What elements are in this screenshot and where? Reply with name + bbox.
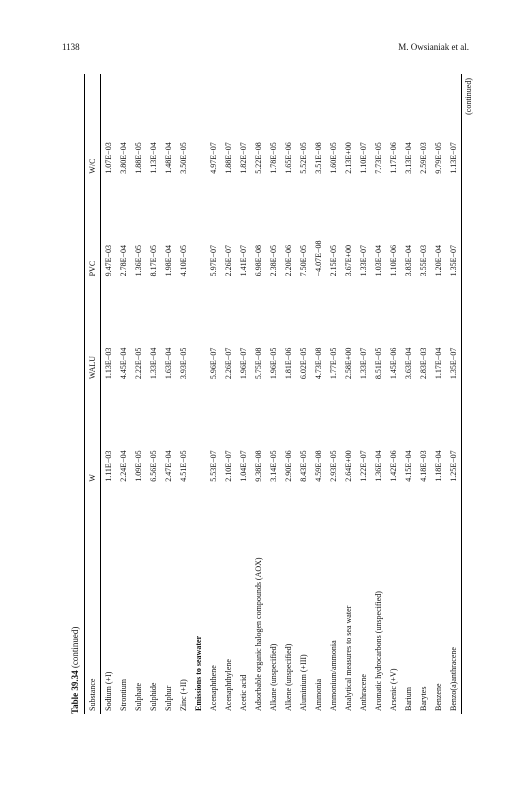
walu-cell: 1.33E−07	[359, 347, 368, 380]
pvc-cell: 2.78E−04	[119, 244, 128, 277]
wc-cell: 3.51E−08	[314, 142, 323, 174]
walu-cell: 1.77E−05	[329, 347, 338, 380]
wc-cell: 1.82E−07	[239, 142, 248, 174]
table-row	[116, 74, 131, 714]
walu-cell: 1.96E−07	[239, 347, 248, 380]
walu-cell: 3.93E−05	[179, 347, 188, 380]
w-cell: 1.09E−05	[134, 450, 143, 482]
pvc-cell: 2.20E−06	[284, 244, 293, 277]
table-body-2	[206, 74, 462, 714]
wc-cell: 9.79E−05	[434, 142, 443, 174]
wc-cell: 2.59E−03	[419, 142, 428, 174]
w-cell: 1.11E−03	[104, 450, 113, 482]
table-row	[446, 74, 462, 714]
w-cell: 1.36E−04	[374, 450, 383, 482]
w-cell: 3.14E−05	[269, 450, 278, 482]
section-row	[191, 74, 206, 714]
walu-cell: 2.83E−03	[419, 347, 428, 380]
substance-cell: Analytical measures to sea water	[344, 605, 353, 711]
w-cell: 1.18E−04	[434, 450, 443, 482]
walu-cell: 5.96E−07	[209, 347, 218, 380]
pvc-cell: 8.17E−05	[149, 244, 158, 277]
w-cell: 4.18E−03	[419, 450, 428, 482]
walu-cell: 1.13E−03	[104, 347, 113, 380]
section-heading: Emissions to seawater	[194, 635, 203, 711]
wc-cell: 1.13E−07	[449, 142, 458, 174]
table-row	[296, 74, 311, 714]
pvc-cell: 3.83E−04	[404, 244, 413, 277]
w-cell: 6.56E−05	[149, 450, 158, 482]
table-row	[356, 74, 371, 714]
substance-cell: Acenaphthylene	[224, 659, 233, 711]
table-row	[176, 74, 191, 714]
walu-cell: 1.63E−04	[164, 347, 173, 380]
pvc-cell: 1.41E−07	[239, 244, 248, 277]
wc-cell: 2.13E+00	[344, 142, 353, 174]
pvc-cell: 7.50E−05	[299, 244, 308, 277]
pvc-cell: 5.97E−07	[209, 244, 218, 277]
pvc-cell: 4.10E−05	[179, 244, 188, 277]
w-cell: 1.42E−06	[389, 450, 398, 482]
walu-cell: 1.81E−06	[284, 347, 293, 380]
pvc-cell: 1.36E−05	[134, 244, 143, 277]
pvc-cell: 2.15E−05	[329, 244, 338, 277]
w-cell: 1.25E−07	[449, 450, 458, 482]
walu-cell: 1.45E−06	[389, 347, 398, 380]
w-cell: 4.51E−05	[179, 450, 188, 482]
running-head-authors: M. Owsianiak et al.	[398, 42, 469, 52]
table-container	[66, 74, 473, 714]
table-row	[221, 74, 236, 714]
table-caption	[66, 74, 84, 714]
w-cell: 4.59E−08	[314, 450, 323, 482]
substance-cell: Ammonium/ammonia	[329, 640, 338, 711]
column-header-wc: W/C	[88, 158, 97, 174]
table-row	[281, 74, 296, 714]
pvc-cell: 1.20E−04	[434, 244, 443, 277]
pvc-cell: 9.47E−03	[104, 244, 113, 277]
walu-cell: 4.45E−04	[119, 347, 128, 380]
page-number: 1138	[62, 42, 80, 52]
wc-cell: 7.73E−05	[374, 142, 383, 174]
substance-cell: Acetic acid	[239, 674, 248, 711]
substance-cell: Barytes	[419, 686, 428, 711]
column-header-walu: WALU	[88, 355, 97, 380]
substance-cell: Alkene (unspecified)	[284, 643, 293, 711]
table-row	[431, 74, 446, 714]
wc-cell: 3.50E−05	[179, 142, 188, 174]
table-caption-text: (continued)	[70, 626, 80, 669]
wc-cell: 3.13E−04	[404, 142, 413, 174]
w-cell: 1.22E−07	[359, 450, 368, 482]
table-row	[341, 74, 356, 714]
w-cell: 4.15E−04	[404, 450, 413, 482]
walu-cell: 2.22E−05	[134, 347, 143, 380]
table-row	[131, 74, 146, 714]
wc-cell: 5.52E−05	[299, 142, 308, 174]
w-cell: 2.24E−04	[119, 450, 128, 482]
w-cell: 5.53E−07	[209, 450, 218, 482]
wc-cell: 1.60E−05	[329, 142, 338, 174]
substance-cell: Benzo(a)anthracene	[449, 647, 458, 711]
table-row	[161, 74, 176, 714]
table-row	[401, 74, 416, 714]
w-cell: 2.47E−04	[164, 450, 173, 482]
wc-cell: 1.13E−04	[149, 142, 158, 174]
pvc-cell: 1.33E−07	[359, 244, 368, 277]
table-row	[206, 74, 221, 714]
column-header-pvc: PVC	[88, 260, 97, 277]
table-row	[311, 74, 326, 714]
substance-cell: Arsenic (+V)	[389, 668, 398, 711]
walu-cell: 1.33E−04	[149, 347, 158, 380]
w-cell: 2.93E−05	[329, 450, 338, 482]
column-header-substance: Substance	[88, 678, 97, 711]
substance-cell: Sodium (+I)	[104, 671, 113, 711]
walu-cell: 2.58E+00	[344, 347, 353, 380]
table-header-row	[85, 74, 101, 714]
w-cell: 1.04E−07	[239, 450, 248, 482]
table-row	[416, 74, 431, 714]
table-row	[251, 74, 266, 714]
table-row	[146, 74, 161, 714]
pvc-cell: 1.98E−04	[164, 244, 173, 277]
table-row	[266, 74, 281, 714]
walu-cell: 8.51E−05	[374, 347, 383, 380]
w-cell: 2.64E+00	[344, 450, 353, 482]
wc-cell: 5.22E−08	[254, 142, 263, 174]
table-row	[236, 74, 251, 714]
walu-cell: 2.26E−07	[224, 347, 233, 380]
substance-cell: Ammonia	[314, 679, 323, 711]
w-cell: 2.90E−06	[284, 450, 293, 482]
substance-cell: Barium	[404, 687, 413, 711]
walu-cell: 4.73E−08	[314, 347, 323, 380]
table-row	[371, 74, 386, 714]
substance-cell: Aromatic hydrocarbons (unspecified)	[374, 591, 383, 711]
substance-cell: Sulphide	[149, 682, 158, 711]
substance-cell: Aluminium (+III)	[299, 654, 308, 711]
w-cell: 9.38E−08	[254, 450, 263, 482]
pvc-cell: 6.98E−08	[254, 244, 263, 277]
wc-cell: 1.78E−05	[269, 142, 278, 174]
continued-note: (continued)	[464, 78, 473, 115]
rotated-table-area	[66, 74, 473, 714]
wc-cell: 1.07E−03	[104, 142, 113, 174]
wc-cell: 1.48E−04	[164, 142, 173, 174]
pvc-cell: 2.38E−05	[269, 244, 278, 277]
table-body-1	[101, 74, 192, 714]
walu-cell: 6.02E−05	[299, 347, 308, 380]
substance-cell: Adsorbable organic halogen compounds (AOX)	[254, 557, 263, 711]
substance-cell: Benzene	[434, 683, 443, 711]
wc-cell: 1.88E−05	[134, 142, 143, 174]
wc-cell: 3.80E−04	[119, 142, 128, 174]
wc-cell: 1.88E−07	[224, 142, 233, 174]
pvc-cell: 1.10E−06	[389, 244, 398, 277]
wc-cell: 1.65E−06	[284, 142, 293, 174]
walu-cell: 1.35E−07	[449, 347, 458, 380]
column-header-w: W	[88, 474, 97, 482]
pvc-cell: −4.07E−08	[314, 240, 323, 277]
w-cell: 8.43E−05	[299, 450, 308, 482]
wc-cell: 1.17E−06	[389, 142, 398, 174]
pvc-cell: 1.03E−04	[374, 244, 383, 277]
substance-cell: Acenaphthene	[209, 665, 218, 711]
substance-cell: Alkane (unspecified)	[269, 643, 278, 711]
walu-cell: 5.75E−08	[254, 347, 263, 380]
wc-cell: 1.10E−07	[359, 142, 368, 174]
pvc-cell: 2.26E−07	[224, 244, 233, 277]
table-row	[326, 74, 341, 714]
substance-cell: Zinc (+II)	[179, 679, 188, 711]
table-label: Table 39.34	[70, 670, 80, 714]
substance-cell: Anthracene	[359, 674, 368, 711]
substance-cell: Sulphur	[164, 685, 173, 711]
table-row	[101, 74, 117, 714]
table-row	[386, 74, 401, 714]
substance-cell: Strontium	[119, 678, 128, 711]
page-header	[62, 42, 469, 56]
pvc-cell: 1.35E−07	[449, 244, 458, 277]
wc-cell: 4.97E−07	[209, 142, 218, 174]
substance-cell: Sulphate	[134, 683, 143, 711]
pvc-cell: 3.55E−03	[419, 244, 428, 277]
pvc-cell: 3.67E+00	[344, 244, 353, 277]
walu-cell: 3.63E−04	[404, 347, 413, 380]
w-cell: 2.10E−07	[224, 450, 233, 482]
data-table	[84, 74, 462, 714]
walu-cell: 1.96E−05	[269, 347, 278, 380]
walu-cell: 1.17E−04	[434, 347, 443, 380]
